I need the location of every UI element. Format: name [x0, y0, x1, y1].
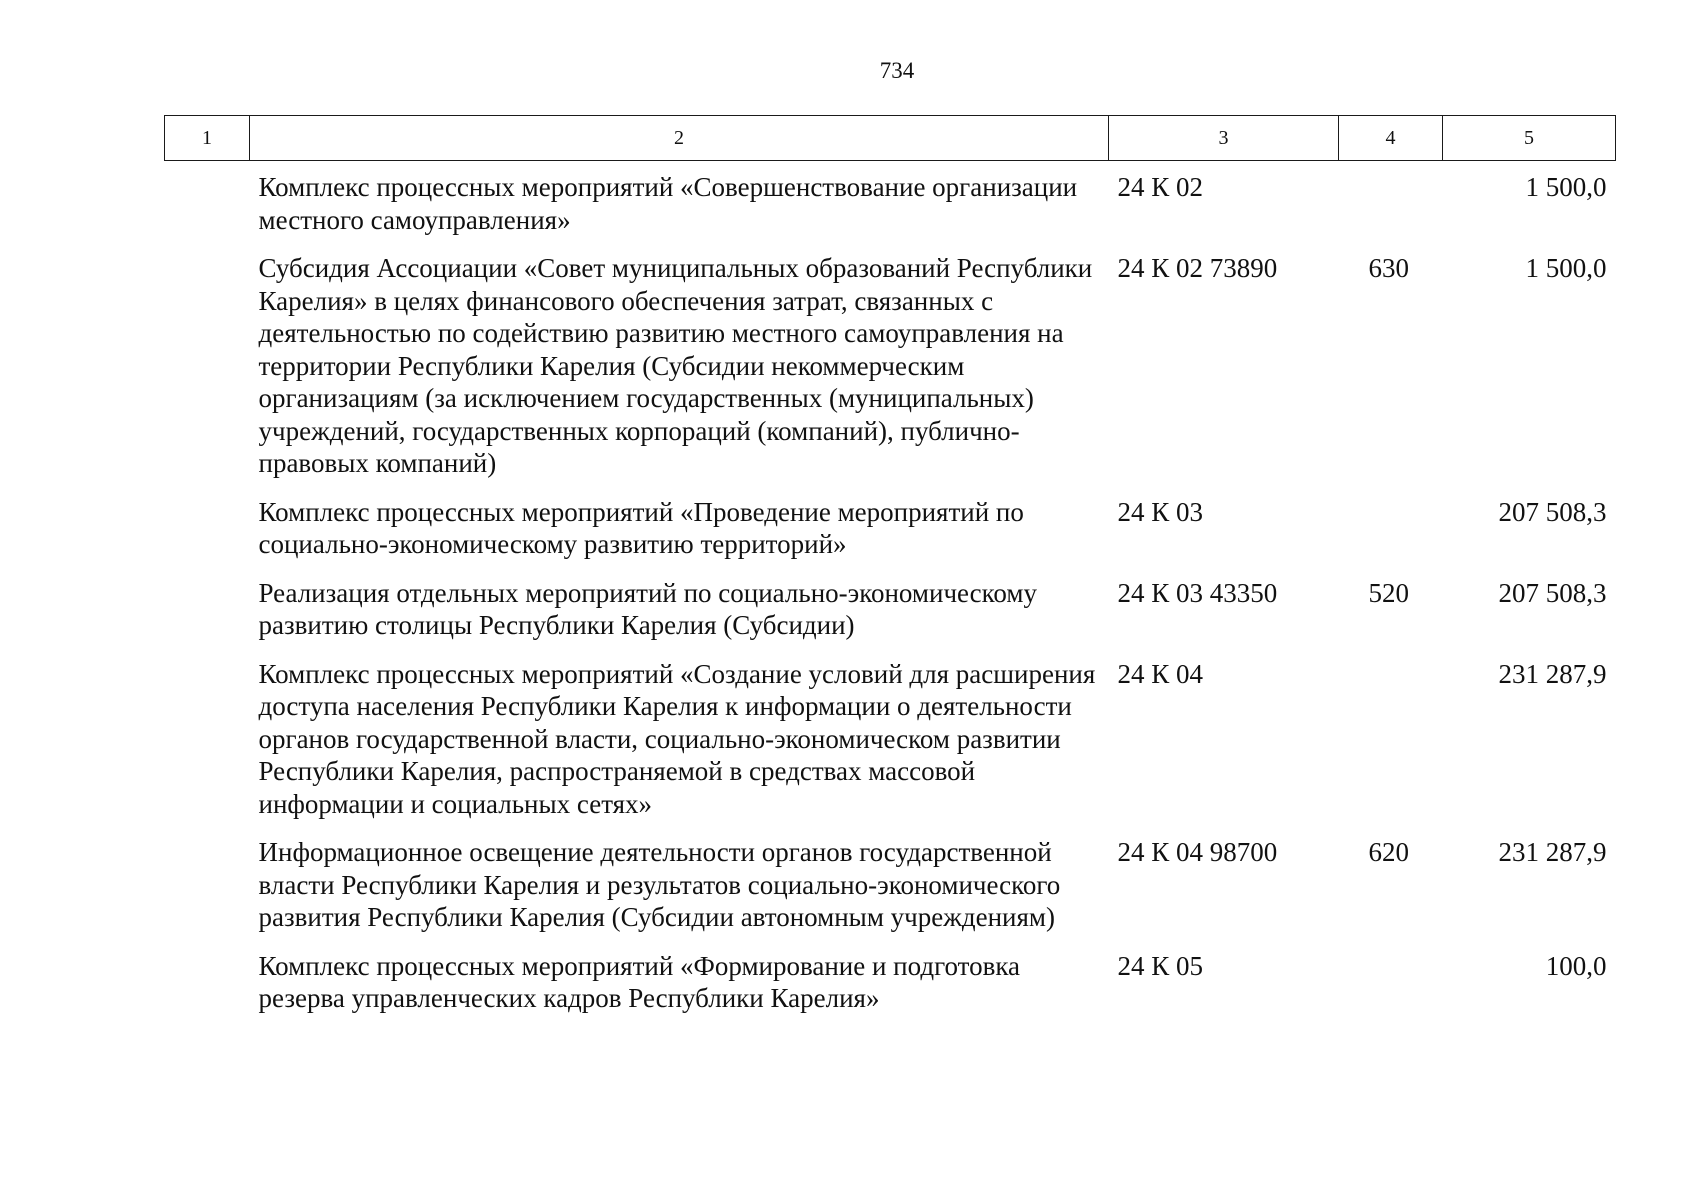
row-code: 24 К 02 — [1117, 172, 1204, 202]
table-row — [165, 161, 1616, 244]
row-code: 24 К 04 — [1117, 658, 1204, 689]
row-kvr — [1339, 649, 1443, 828]
page-number: 734 — [879, 58, 915, 83]
row-amount: 207 508,3 — [1498, 577, 1607, 608]
table-row — [165, 487, 1616, 568]
blank-cell — [165, 941, 250, 1022]
table-body — [165, 161, 1616, 1022]
blank-cell — [165, 487, 250, 568]
blank-cell — [165, 161, 250, 244]
row-name: Субсидия Ассоциации «Совет муниципальных образований Республики Карелия» в целях финансового обеспечения затрат, связанных с деятельностью по содействию развитию местного самоуправления на территории Республики Карелия (Субсидии некоммерческим организациям (за исключением государственных (муниципальных) учреждений, государственных корпораций (компаний), публично-правовых компаний) — [258, 253, 1093, 478]
row-kvr — [1339, 161, 1443, 244]
row-amount: 207 508,3 — [1498, 496, 1607, 527]
row-kvr: 620 — [1368, 837, 1409, 867]
header-col-2: 2 — [250, 116, 1109, 161]
blank-cell — [165, 243, 250, 487]
row-code: 24 К 03 43350 — [1117, 577, 1278, 608]
blank-cell — [165, 827, 250, 941]
row-amount: 1 500,0 — [1525, 172, 1607, 202]
table-row — [165, 243, 1616, 487]
row-kvr — [1339, 941, 1443, 1022]
row-amount: 231 287,9 — [1498, 658, 1607, 689]
row-amount: 100,0 — [1545, 950, 1607, 981]
table-header — [165, 116, 1616, 161]
row-kvr: 630 — [1368, 253, 1409, 283]
row-name: Комплекс процессных мероприятий «Проведение мероприятий по социально-экономическому развитию территорий» — [258, 496, 1024, 559]
header-col-3: 3 — [1109, 116, 1339, 161]
table-row — [165, 649, 1616, 828]
table-row — [165, 568, 1616, 649]
table-row — [165, 827, 1616, 941]
row-name: Комплекс процессных мероприятий «Формирование и подготовка резерва управленческих кадров Республики Карелия» — [258, 950, 1021, 1013]
row-code: 24 К 02 73890 — [1117, 253, 1278, 283]
row-code: 24 К 05 — [1117, 950, 1204, 981]
blank-cell — [165, 649, 250, 828]
header-col-5: 5 — [1443, 116, 1616, 161]
row-amount: 231 287,9 — [1498, 837, 1607, 867]
row-name: Комплекс процессных мероприятий «Создание условий для расширения доступа населения Республики Карелия к информации о деятельности органов государственной власти, социально-экономическом развитии Республики Карелия, распространяемой в средствах массовой информации и социальных сетях» — [258, 658, 1096, 819]
row-kvr — [1339, 487, 1443, 568]
row-code: 24 К 03 — [1117, 496, 1204, 527]
table-row — [165, 941, 1616, 1022]
header-col-1: 1 — [165, 116, 250, 161]
header-row — [165, 116, 1616, 161]
row-name: Реализация отдельных мероприятий по социально-экономическому развитию столицы Республики Карелия (Субсидии) — [258, 577, 1037, 640]
header-col-4: 4 — [1339, 116, 1443, 161]
blank-cell — [165, 568, 250, 649]
row-amount: 1 500,0 — [1525, 253, 1607, 283]
row-name: Комплекс процессных мероприятий «Совершенствование организации местного самоуправления» — [258, 172, 1078, 235]
row-kvr: 520 — [1368, 577, 1409, 608]
row-name: Информационное освещение деятельности органов государственной власти Республики Карелия и результатов социально-экономического развития Республики Карелия (Субсидии автономным учреждениям) — [258, 837, 1061, 932]
row-code: 24 К 04 98700 — [1117, 837, 1278, 867]
budget-table — [164, 115, 1616, 1022]
